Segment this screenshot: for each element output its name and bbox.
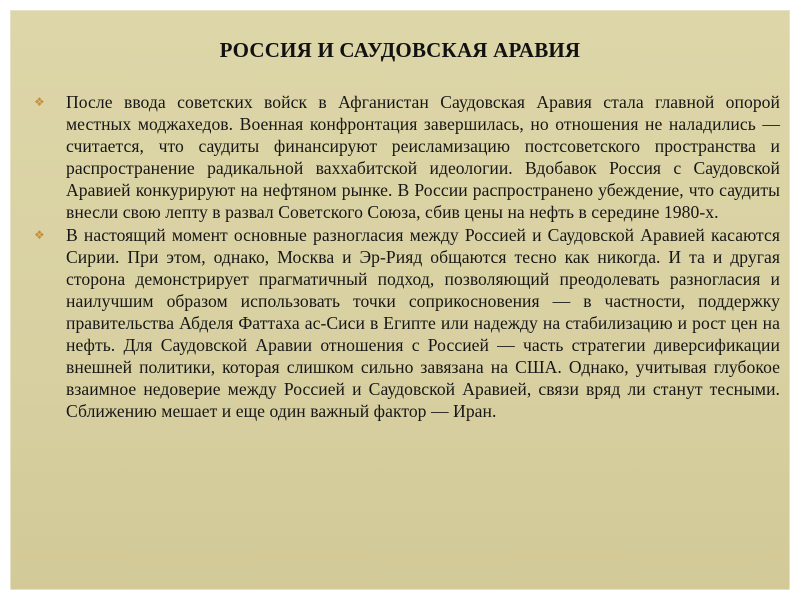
slide-body [32, 91, 780, 422]
slide [10, 10, 790, 590]
bullet-text: После ввода советских войск в Афганистан Саудовская Аравия стала главной опорой местных моджахедов. Военная конфронтация завершилась, но отношения не наладились — считается, что саудиты финансируют реисламизацию постсоветского пространства и распространение радикальной ваххабитской идеологии. Вдобавок Россия с Саудовской Аравией конкурируют на нефтяном рынке. В России распространено убеждение, что саудиты внесли свою лепту в развал Советского Союза, сбив цены на нефть в середине 1980-х. [66, 92, 780, 223]
ornamental-bullet-icon: ❖ [34, 95, 45, 109]
slide-title: РОССИЯ И САУДОВСКАЯ АРАВИЯ [219, 38, 581, 62]
bullet-item [32, 224, 780, 423]
ornamental-bullet-icon: ❖ [34, 227, 45, 242]
bullet-text: В настоящий момент основные разногласия между Россией и Саудовской Аравией касаются Сирии. При этом, однако, Москва и Эр-Рияд общаются тесно как никогда. И та и другая сторона демонстрирует прагматичный подход, позволяющий преодолевать разногласия и наилучшим образом использовать точки соприкосновения — в частности, поддержку правительства Абделя Фаттаха ас-Сиси в Египте или надежду на стабилизацию и рост цен на нефть. Для Саудовской Аравии отношения с Россией — часть стратегии диверсификации внешней политики, которая слишком сильно завязана на США. Однако, учитывая глубокое взаимное недоверие между Россией и Саудовской Аравией, связи вряд ли станут тесными. Сближению мешает и еще один важный фактор — Иран. [66, 224, 780, 422]
bullet-item [32, 91, 780, 224]
